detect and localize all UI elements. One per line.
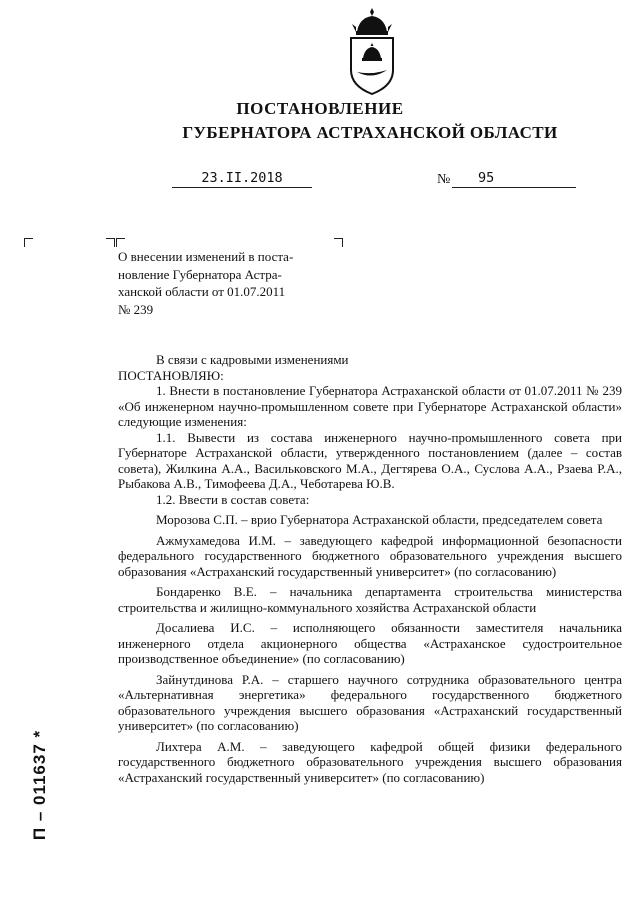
member-entry: Зайнутдинова Р.А. – старшего научного сотрудника образовательного центра «Альтернативная энергетика» федерального государственного бюджетного образовательного учреждения высшего образования «Астраханский государственный университет» (по согласованию) — [118, 671, 622, 733]
document-issuer: ГУБЕРНАТОРА АСТРАХАНСКОЙ ОБЛАСТИ — [182, 123, 558, 142]
corner-mark-subject-left-b — [116, 238, 125, 247]
decree-word: ПОСТАНОВЛЯЮ: — [118, 367, 224, 383]
corner-mark-subject-right — [334, 238, 343, 247]
coat-of-arms-emblem — [341, 6, 403, 96]
subject-line: № 239 — [118, 301, 154, 317]
subject-line: ханской области от 01.07.2011 — [118, 284, 286, 299]
member-entry: Лихтера А.М. – заведующего кафедрой общей физики федерального государственного бюджетного образовательного учреждения высшего образования «Астраханский государственный университет» (по согласованию) — [118, 738, 622, 785]
item-1-1: 1.1. Вывести из состава инженерного научно-промышленного совета при Губернаторе Астраханской области, утвержденного постановлением (далее – состав совета), Жилкина А.А., Васильковского М.А., Дегтярева О.А., Суслова А.А., Рзаева Р.А., Рыбакова А.В., Тимофеева Д.А., Чеботарева Ю.В. — [118, 429, 622, 491]
member-entry: Ажмухамедова И.М. – заведующего кафедрой информационной безопасности федерального государственного бюджетного образовательного учреждения высшего образования «Астраханский государственный университет» (по согласованию) — [118, 532, 622, 579]
item-1: 1. Внести в постановление Губернатора Астраханской области от 01.07.2011 № 239 «Об инженерном научно-промышленном совете при Губернаторе Астраханской области» следующие изменения: — [118, 383, 622, 429]
subject-line: новление Губернатора Астра- — [118, 266, 282, 282]
member-entry: Досалиева И.С. – исполняющего обязанности заместителя начальника инженерного отдела акционерного общества «Астраханское судостроительное производственное объединение» (по согласованию) — [118, 620, 622, 666]
subject-line: О внесении изменений в поста- — [118, 249, 294, 264]
number-sign: № — [437, 172, 451, 187]
document-number: 95 — [452, 170, 576, 188]
member-entry: Морозова С.П. – врио Губернатора Астраханской области, председателем совета — [156, 512, 603, 527]
corner-mark-left — [24, 238, 33, 247]
intro-text: В связи с кадровыми изменениями — [156, 352, 349, 367]
document-body — [118, 352, 622, 785]
corner-mark-subject-left-a — [106, 238, 115, 247]
document-title: ПОСТАНОВЛЕНИЕ — [236, 99, 404, 118]
serial-number-stamp — [20, 690, 60, 880]
item-1-2: 1.2. Ввести в состав совета: — [156, 491, 310, 507]
document-subject — [118, 248, 338, 318]
document-date: 23.II.2018 — [172, 170, 312, 188]
member-entry: Бондаренко В.Е. – начальника департамента строительства министерства строительства и жилищно-коммунального хозяйства Астраханской области — [118, 584, 622, 615]
serial-number: П – 011637 * — [30, 729, 49, 841]
